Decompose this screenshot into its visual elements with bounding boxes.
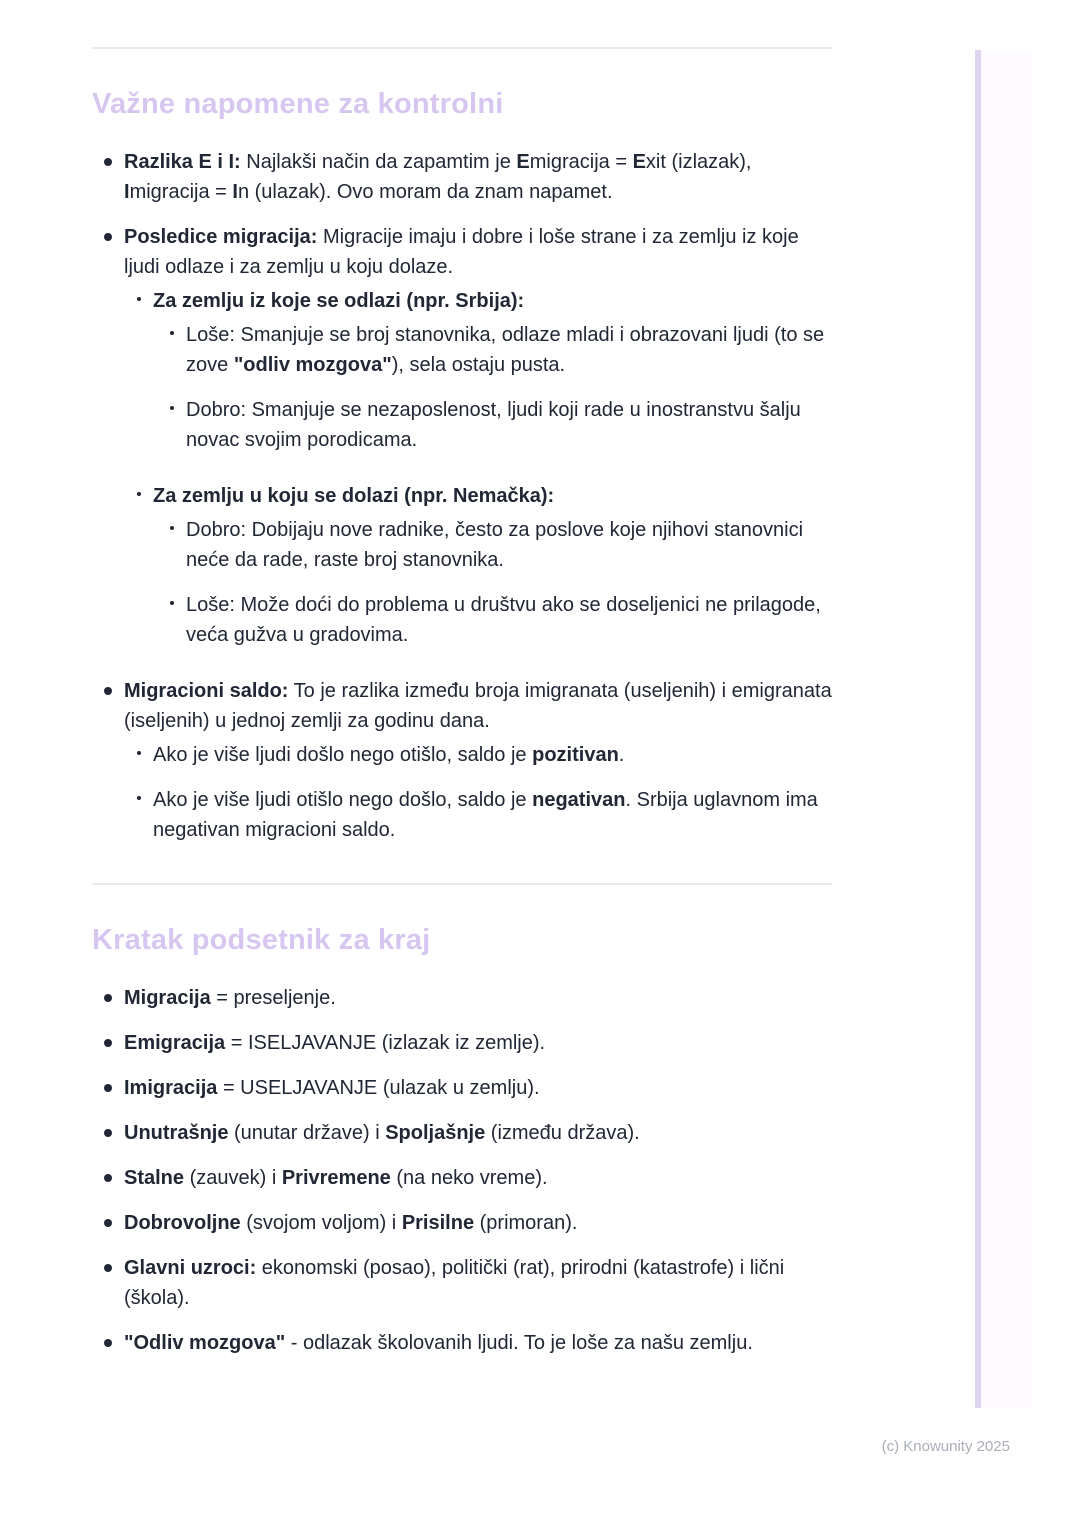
list-item: [92, 1208, 832, 1238]
list-item-text: Loše: Smanjuje se broj stanovnika, odlaze mladi i obrazovani ljudi (to se zove "odliv mozgova"), sela ostaju pusta.: [186, 324, 825, 376]
bullet-circle-icon: [170, 526, 174, 530]
list-item-text: Glavni uzroci: ekonomski (posao), politički (rat), prirodni (katastrofe) i lični (škola).: [124, 1257, 785, 1309]
list-item-text: Loše: Može doći do problema u društvu ako se doseljenici ne prilagode, veća gužva u gradovima.: [186, 594, 821, 646]
list-item-text: Za zemlju u koju se dolazi (npr. Nemačka):: [153, 485, 555, 507]
list-item-text: Imigracija = USELJAVANJE (ulazak u zemlju).: [124, 1077, 540, 1099]
bullet-circle-icon: [137, 751, 141, 755]
list-item: [92, 785, 832, 845]
list-item: [92, 983, 832, 1013]
list-item: [92, 481, 832, 511]
list-item-text: Dobro: Dobijaju nove radnike, često za poslove koje njihovi stanovnici neće da rade, raste broj stanovnika.: [186, 519, 804, 571]
list-item: [92, 740, 832, 770]
list-item: [92, 1028, 832, 1058]
list-item: [92, 676, 832, 736]
list-item-text: Unutrašnje (unutar države) i Spoljašnje (između država).: [124, 1122, 640, 1144]
bullet-disc-icon: [104, 1219, 112, 1227]
list-item-text: Za zemlju iz koje se odlazi (npr. Srbija):: [153, 290, 525, 312]
list-item-text: Migracija = preseljenje.: [124, 987, 336, 1009]
bullet-circle-icon: [170, 331, 174, 335]
bullet-list-vazne-napomene: [92, 147, 832, 845]
section-title-vazne-napomene: Važne napomene za kontrolni: [92, 88, 504, 120]
list-item: [92, 1253, 832, 1313]
bullet-disc-icon: [104, 687, 112, 695]
bullet-disc-icon: [104, 1339, 112, 1347]
bullet-disc-icon: [104, 1129, 112, 1137]
bullet-list-kratak-podsetnik: [92, 983, 832, 1358]
list-item-text: Migracioni saldo: To je razlika između broja imigranata (useljenih) i emigranata (iseljenih) u jednoj zemlji za godinu dana.: [124, 680, 832, 732]
list-item-text: Razlika E i I: Najlakši način da zapamtim je Emigracija = Exit (izlazak), Imigracija = In (ulazak). Ovo moram da znam napamet.: [124, 151, 752, 203]
list-item: [92, 1073, 832, 1103]
list-item-text: Dobrovoljne (svojom voljom) i Prisilne (primoran).: [124, 1212, 578, 1234]
content-column: [92, 0, 832, 1358]
bullet-disc-icon: [104, 1264, 112, 1272]
list-item: [92, 1328, 832, 1358]
list-item: [92, 147, 832, 207]
page-edge-decoration: [975, 50, 1033, 1408]
bullet-disc-icon: [104, 1084, 112, 1092]
bullet-circle-icon: [170, 601, 174, 605]
bullet-disc-icon: [104, 233, 112, 241]
list-item: [92, 286, 832, 316]
bullet-disc-icon: [104, 1174, 112, 1182]
list-item-text: Ako je više ljudi otišlo nego došlo, saldo je negativan. Srbija uglavnom ima negativan migracioni saldo.: [153, 789, 818, 841]
list-item: [92, 590, 832, 650]
list-item-text: Stalne (zauvek) i Privremene (na neko vreme).: [124, 1167, 548, 1189]
list-item: [92, 515, 832, 575]
copyright-footer: (c) Knowunity 2025: [881, 1438, 1010, 1455]
bullet-disc-icon: [104, 994, 112, 1002]
list-item-text: Emigracija = ISELJAVANJE (izlazak iz zemlje).: [124, 1032, 546, 1054]
list-item: [92, 395, 832, 455]
bullet-circle-icon: [137, 492, 141, 496]
bullet-circle-icon: [137, 297, 141, 301]
section-vazne-napomene: [92, 88, 832, 845]
list-item: [92, 222, 832, 282]
section-title-kratak-podsetnik: Kratak podsetnik za kraj: [92, 924, 431, 956]
section-kratak-podsetnik: [92, 924, 832, 1358]
list-item-text: Dobro: Smanjuje se nezaposlenost, ljudi koji rade u inostranstvu šalju novac svojim porodicama.: [186, 399, 801, 451]
bullet-disc-icon: [104, 158, 112, 166]
bullet-circle-icon: [170, 406, 174, 410]
list-item-text: Ako je više ljudi došlo nego otišlo, saldo je pozitivan.: [153, 744, 625, 766]
list-item: [92, 1118, 832, 1148]
section-divider-top: [92, 47, 832, 49]
section-divider-middle: [92, 883, 832, 885]
list-item-text: "Odliv mozgova" - odlazak školovanih ljudi. To je loše za našu zemlju.: [124, 1332, 753, 1354]
list-item: [92, 320, 832, 380]
bullet-disc-icon: [104, 1039, 112, 1047]
bullet-circle-icon: [137, 796, 141, 800]
list-item-text: Posledice migracija: Migracije imaju i dobre i loše strane i za zemlju iz koje ljudi odlaze i za zemlju u koju dolaze.: [124, 226, 799, 278]
list-item: [92, 1163, 832, 1193]
